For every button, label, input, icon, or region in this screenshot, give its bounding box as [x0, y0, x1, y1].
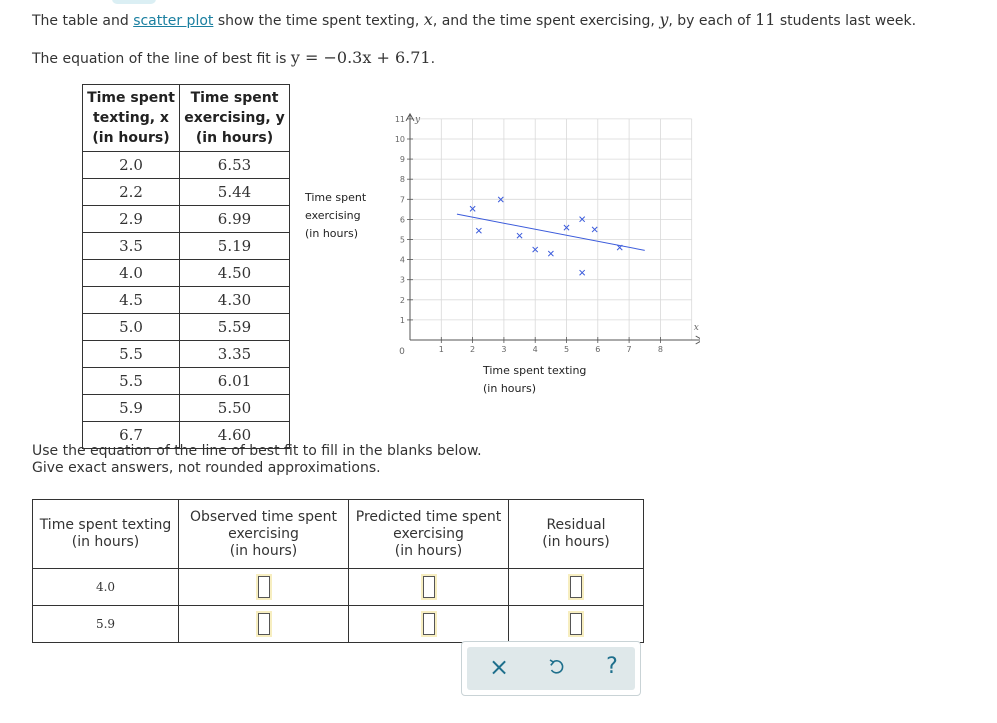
- answer-row-x: 5.9: [95, 617, 116, 631]
- y-tick-label: 6: [399, 215, 405, 225]
- residual-answer-input[interactable]: [570, 576, 582, 598]
- texting-cell: 2.9: [83, 206, 180, 233]
- y-tick-label: 7: [399, 195, 405, 205]
- exercising-column-header: Time spent exercising, y (in hours): [180, 85, 290, 152]
- texting-cell: 2.2: [83, 179, 180, 206]
- residual-answer-input[interactable]: [570, 613, 582, 635]
- exercising-cell: 4.50: [180, 260, 290, 287]
- y-tick-label: 11: [394, 114, 405, 124]
- data-table: [82, 84, 290, 449]
- x-axis-title: Time spent texting (in hours): [483, 364, 587, 395]
- data-table-row: [83, 341, 290, 368]
- texting-cell: 3.5: [83, 233, 180, 260]
- help-button[interactable]: [598, 653, 626, 681]
- texting-cell: 5.5: [83, 341, 180, 368]
- answer-row-x: 4.0: [95, 580, 116, 594]
- data-table-row: [83, 368, 290, 395]
- answer-header-texting: Time spent texting (in hours): [33, 500, 179, 569]
- data-table-row: [83, 260, 290, 287]
- exercising-cell: 6.01: [180, 368, 290, 395]
- data-table-row: [83, 287, 290, 314]
- y-tick-label: 1: [399, 315, 405, 325]
- data-point: [517, 233, 522, 238]
- answer-header-observed: Observed time spent exercising (in hours): [179, 500, 349, 569]
- clear-button[interactable]: [485, 653, 513, 681]
- observed-answer-input[interactable]: [258, 613, 270, 635]
- close-icon: ×: [488, 653, 510, 681]
- data-table-row: [83, 179, 290, 206]
- answer-header-predicted: Predicted time spent exercising (in hours): [349, 500, 509, 569]
- x-axis-variable: x: [693, 323, 699, 333]
- x-tick-label: 3: [501, 345, 507, 354]
- origin-label: 0: [399, 347, 405, 357]
- undo-icon: [547, 658, 565, 676]
- x-tick-label: 8: [657, 345, 663, 354]
- y-tick-label: 2: [399, 295, 405, 305]
- top-tab-stub: [112, 0, 156, 4]
- texting-cell: 4.5: [83, 287, 180, 314]
- predicted-answer-input[interactable]: [423, 576, 435, 598]
- x-tick-label: 4: [532, 345, 538, 354]
- data-point: [476, 228, 481, 233]
- help-icon: ?: [606, 654, 618, 679]
- exercising-cell: 4.30: [180, 287, 290, 314]
- exercising-cell: 5.59: [180, 314, 290, 341]
- exercising-cell: 6.99: [180, 206, 290, 233]
- x-tick-label: 1: [438, 345, 444, 354]
- instructions: Use the equation of the line of best fit to fill in the blanks below. Give exact answers, not rounded approximations.: [32, 443, 482, 476]
- y-axis-variable: y: [415, 114, 421, 125]
- texting-cell: 5.9: [83, 395, 180, 422]
- y-tick-label: 5: [399, 235, 405, 245]
- y-tick-label: 3: [399, 275, 405, 285]
- answer-header-residual: Residual (in hours): [509, 500, 644, 569]
- predicted-answer-input[interactable]: [423, 613, 435, 635]
- exercising-cell: 3.35: [180, 341, 290, 368]
- answer-toolbar-panel: [467, 647, 635, 690]
- texting-cell: 5.0: [83, 314, 180, 341]
- y-axis-title: Time spent exercising (in hours): [305, 191, 367, 240]
- y-tick-label: 9: [399, 155, 405, 165]
- data-table-row: [83, 152, 290, 179]
- exercising-cell: 5.44: [180, 179, 290, 206]
- texting-column-header: Time spent texting, x (in hours): [83, 85, 180, 152]
- x-tick-label: 6: [595, 345, 601, 354]
- texting-cell: 4.0: [83, 260, 180, 287]
- answer-row: [33, 606, 644, 643]
- x-tick-label: 2: [470, 345, 476, 354]
- equation-text: The equation of the line of best fit is y = −0.3x + 6.71.: [32, 48, 436, 67]
- exercising-cell: 4.60: [180, 422, 290, 449]
- texting-cell: 6.7: [83, 422, 180, 449]
- data-point: [548, 251, 553, 256]
- data-table-row: [83, 233, 290, 260]
- texting-cell: 2.0: [83, 152, 180, 179]
- answer-row: [33, 569, 644, 606]
- x-tick-label: 5: [563, 345, 570, 354]
- data-point: [592, 227, 597, 232]
- y-tick-label: 10: [394, 135, 405, 144]
- answer-toolbar: [461, 641, 641, 696]
- data-table-row: [83, 395, 290, 422]
- exercising-cell: 5.19: [180, 233, 290, 260]
- intro-text: The table and scatter plot show the time spent texting, x, and the time spent exercising, y, by each of 11 students last week.: [32, 10, 917, 29]
- data-table-row: [83, 206, 290, 233]
- observed-answer-input[interactable]: [258, 576, 270, 598]
- answer-table: [32, 499, 644, 643]
- exercising-cell: 6.53: [180, 152, 290, 179]
- undo-button[interactable]: [542, 653, 570, 681]
- data-table-row: [83, 314, 290, 341]
- y-tick-label: 4: [399, 255, 405, 265]
- texting-cell: 5.5: [83, 368, 180, 395]
- data-point: [580, 270, 585, 275]
- x-tick-label: 7: [626, 345, 632, 354]
- scatter-plot[interactable]: [380, 108, 700, 358]
- scatter-plot-link[interactable]: scatter plot: [133, 13, 214, 29]
- y-tick-label: 8: [399, 175, 405, 185]
- best-fit-equation: y = −0.3x + 6.71: [290, 48, 431, 67]
- exercising-cell: 5.50: [180, 395, 290, 422]
